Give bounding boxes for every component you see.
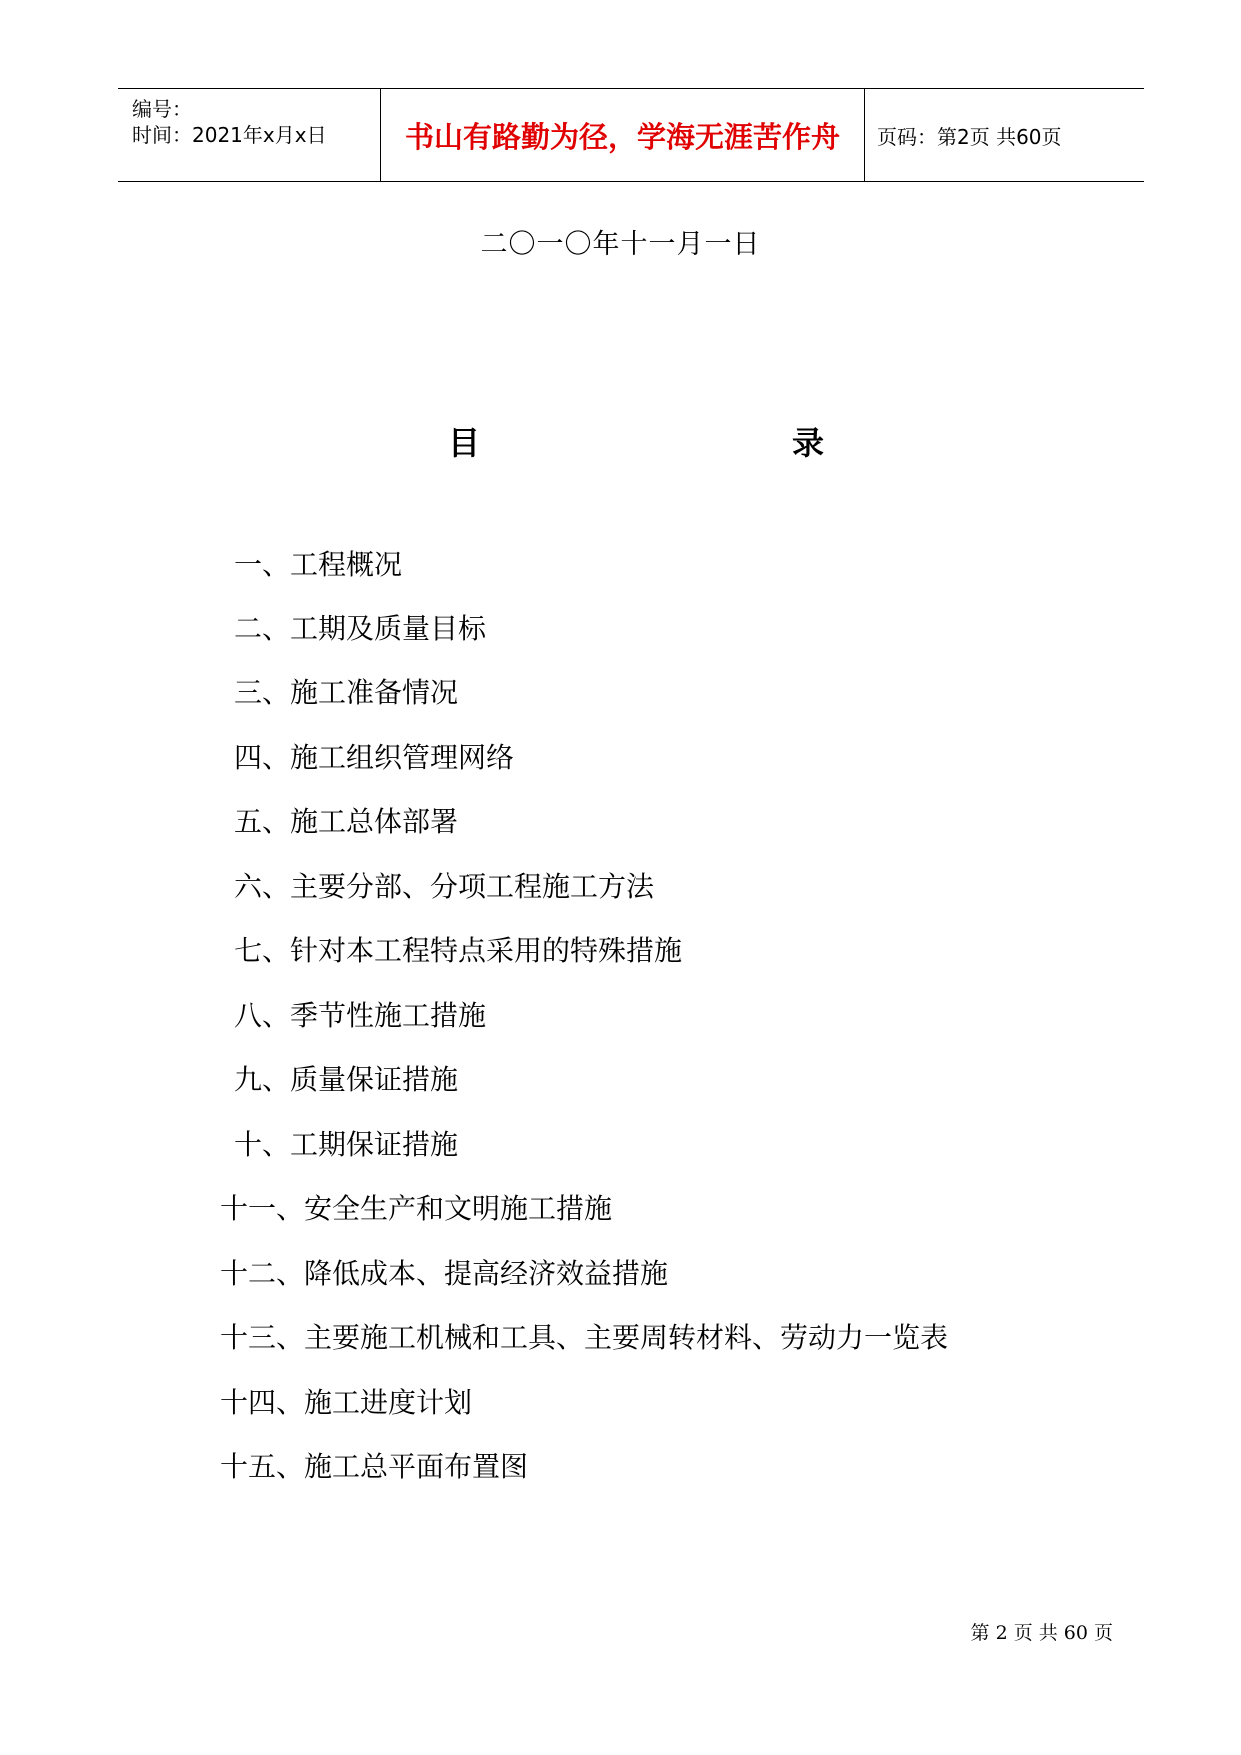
header-page-cell [865,89,1144,181]
header-meta-cell [118,89,381,181]
toc-item[interactable]: 四、施工组织管理网络 [234,741,515,774]
toc-item[interactable]: 七、针对本工程特点采用的特殊措施 [234,934,683,967]
page-footer: 第 2 页 共 60 页 [970,1622,1113,1644]
toc-item[interactable]: 十二、降低成本、提高经济效益措施 [220,1257,669,1290]
toc-item[interactable]: 十三、主要施工机械和工具、主要周转材料、劳动力一览表 [220,1321,949,1354]
toc-item[interactable]: 三、施工准备情况 [234,676,459,709]
toc-item[interactable]: 一、工程概况 [234,548,403,581]
toc-item[interactable]: 十、工期保证措施 [234,1128,459,1161]
document-time-label: 时间：2021年x月x日 [132,123,327,147]
toc-item[interactable]: 二、工期及质量目标 [234,612,487,645]
toc-item[interactable]: 十一、安全生产和文明施工措施 [220,1192,613,1225]
toc-item[interactable]: 五、施工总体部署 [234,805,459,838]
toc-item[interactable]: 十五、施工总平面布置图 [220,1450,529,1483]
toc-title-left: 目 [448,424,481,462]
toc-title-right: 录 [792,424,825,462]
header-motto: 书山有路勤为径，学海无涯苦作舟 [404,119,840,154]
header-page-info: 页码：第2页 共60页 [877,124,1062,149]
toc-item[interactable]: 十四、施工进度计划 [220,1386,473,1419]
toc-item[interactable]: 八、季节性施工措施 [234,999,487,1032]
document-number-label: 编号： [132,97,192,121]
document-date: 二〇一〇年十一月一日 [480,229,761,260]
header-motto-cell [381,89,865,181]
toc-item[interactable]: 六、主要分部、分项工程施工方法 [234,870,655,903]
page-header [118,88,1144,182]
toc-item[interactable]: 九、质量保证措施 [234,1063,459,1096]
